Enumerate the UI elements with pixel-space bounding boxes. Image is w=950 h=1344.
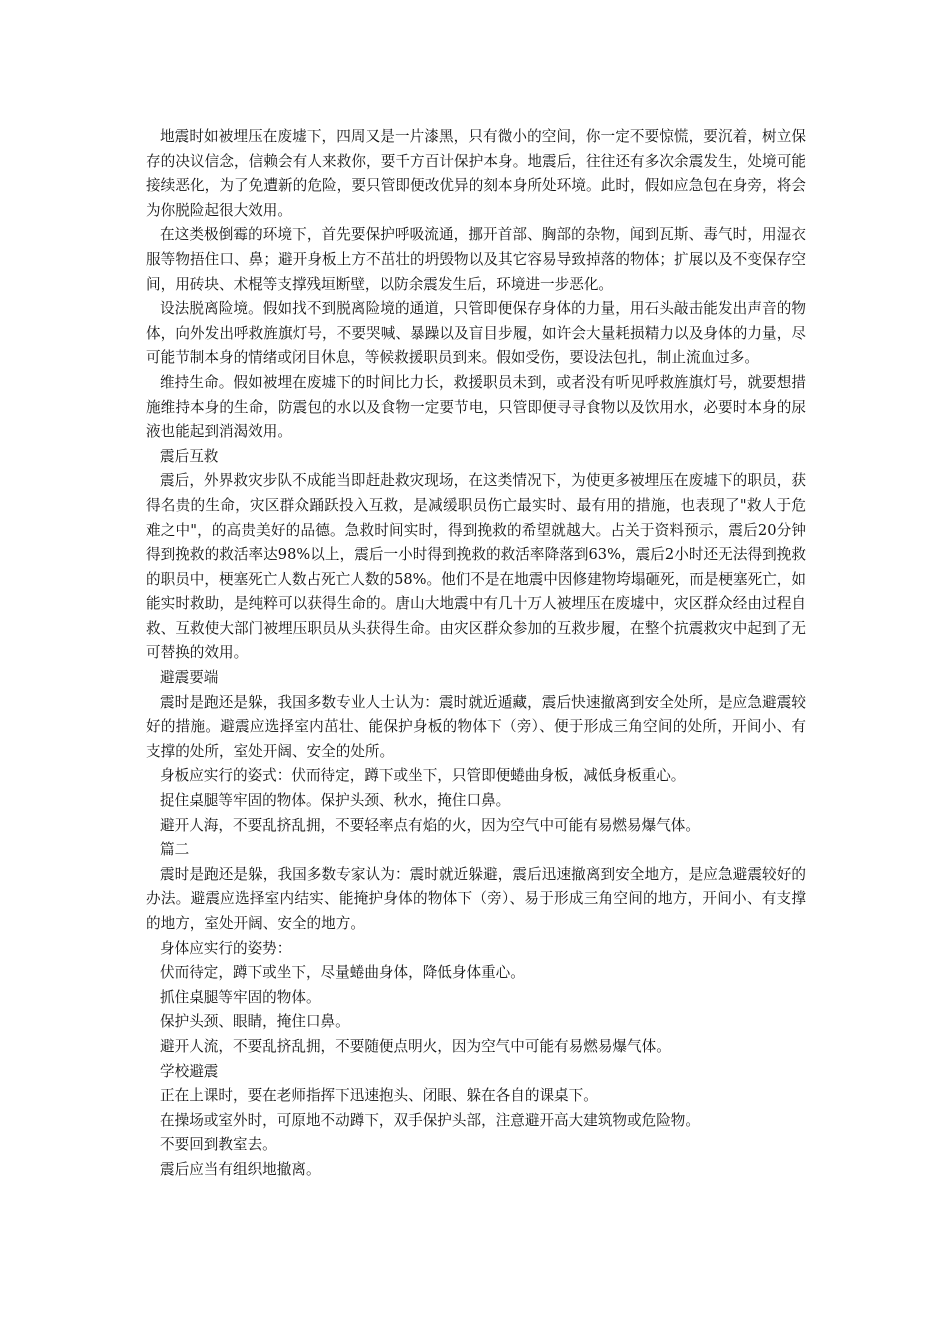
heading-part-two: 篇二 [160, 841, 190, 859]
paragraph-breathing: 在这类极倒霉的环境下，首先要保护呼吸流通，挪开首部、胸部的杂物，闻到瓦斯、毒气时，用湿衣服等物捂住口、鼻；避开身板上方不茁壮的坍毁物以及其它容易导致掉落的物体；扩展以及不变保存空间，用砖块、术棍等支撑残垣断壁，以防余震发生后，环境进一步恶化。 [146, 226, 806, 293]
paragraph-escape: 设法脱离险境。假如找不到脱离险境的通道，只管即便保存身体的力量，用石头敲击能发出声音的物体，向外发出呼救旌旗灯号，不要哭喊、暴躁以及盲目步履，如许会大量耗损精力以及身体的力量，尽可能节制本身的情绪或闭目休息，等候救援职员到来。假如受伤，要设法包扎，制止流血过多。 [146, 300, 806, 367]
paragraph-posture-heading: 身体应实行的姿势： [160, 939, 292, 957]
paragraph-posture-crouch: 伏而待定，蹲下或坐下，尽量蜷曲身体，降低身体重心。 [160, 964, 525, 982]
document-page [146, 125, 806, 1183]
paragraph-avoid-crowds-2: 避开人流，不要乱挤乱拥，不要随便点明火，因为空气中可能有易燃易爆气体。 [160, 1037, 671, 1055]
paragraph-avoid-crowds: 避开人海，不要乱挤乱拥，不要轻率点有焰的火，因为空气中可能有易燃易爆气体。 [160, 816, 700, 834]
paragraph-hold-table: 抓住桌腿等牢固的物体。 [160, 988, 321, 1006]
paragraph-mutual-rescue: 震后，外界救灾步队不成能当即赶赴救灾现场，在这类情况下，为使更多被埋压在废墟下的职员，获得名贵的生命，灾区群众踊跃投入互救，是减缓职员伤亡最实时、最有用的措施，也表现了"救人于危难之中"，的高贵美好的品德。急救时间实时，得到挽救的希望就越大。占关于资料预示，震后20分钟得到挽救的救活率达98%以上，震后一小时得到挽救的救活率降落到63%，震后2小时还无法得到挽救的职员中，梗塞死亡人数占死亡人数的58%。他们不是在地震中因修建物垮塌砸死，而是梗塞死亡，如能实时救助，是纯粹可以获得生命的。唐山大地震中有几十万人被埋压在废墟中，灾区群众经由过程自救、互救使大部门被埋压职员从头获得生命。由灾区群众参加的互救步履，在整个抗震救灾中起到了无可替换的效用。 [146, 472, 806, 662]
heading-mutual-rescue: 震后互救 [160, 447, 219, 465]
paragraph-protect-head: 保护头颈、眼睛，掩住口鼻。 [160, 1013, 350, 1031]
paragraph-grab-object: 捉住桌腿等牢固的物体。保护头颈、秋水，掩住口鼻。 [160, 792, 511, 810]
heading-school-shelter: 学校避震 [160, 1062, 219, 1080]
paragraph-outdoors: 在操场或室外时，可原地不动蹲下，双手保护头部，注意避开高大建筑物或危险物。 [160, 1111, 700, 1129]
paragraph-run-or-hide-2: 震时是跑还是躲，我国多数专家认为：震时就近躲避，震后迅速撤离到安全地方，是应急避震较好的办法。避震应选择室内结实、能掩护身体的物体下（旁）、易于形成三角空间的地方，开间小、有支撑的地方，室处开阔、安全的地方。 [146, 865, 806, 932]
paragraph-organized-evacuation: 震后应当有组织地撤离。 [160, 1160, 321, 1178]
paragraph-run-or-hide: 震时是跑还是躲，我国多数专业人士认为：震时就近遁藏，震后快速撤离到安全处所，是应急避震较好的措施。避震应选择室内茁壮、能保护身板的物体下（旁）、便于形成三角空间的处所，开间小、有支撑的处所，室处开阔、安全的处所。 [146, 693, 806, 760]
paragraph-in-class: 正在上课时，要在老师指挥下迅速抱头、闭眼、躲在各自的课桌下。 [160, 1087, 598, 1105]
paragraph-buried-intro: 地震时如被埋压在废墟下，四周又是一片漆黑，只有微小的空间，你一定不要惊慌，要沉着，树立保存的决议信念，信赖会有人来救你，要千方百计保护本身。地震后，往往还有多次余震发生，处境可能接续恶化，为了免遭新的危险，要只管即便改优异的刻本身所处环境。此时，假如应急包在身旁，将会为你脱险起很大效用。 [146, 128, 806, 219]
paragraph-posture: 身板应实行的姿式：伏而待定，蹲下或坐下，只管即便蜷曲身板，减低身板重心。 [160, 767, 686, 785]
paragraph-no-return: 不要回到教室去。 [160, 1136, 277, 1154]
heading-shelter-essentials: 避震要端 [160, 669, 219, 687]
paragraph-sustain-life: 维持生命。假如被埋在废墟下的时间比力长，救援职员未到，或者没有听见呼救旌旗灯号，就要想措施维持本身的生命，防震包的水以及食物一定要节电，只管即便寻寻食物以及饮用水，必要时本身的尿液也能起到消渴效用。 [146, 373, 806, 441]
